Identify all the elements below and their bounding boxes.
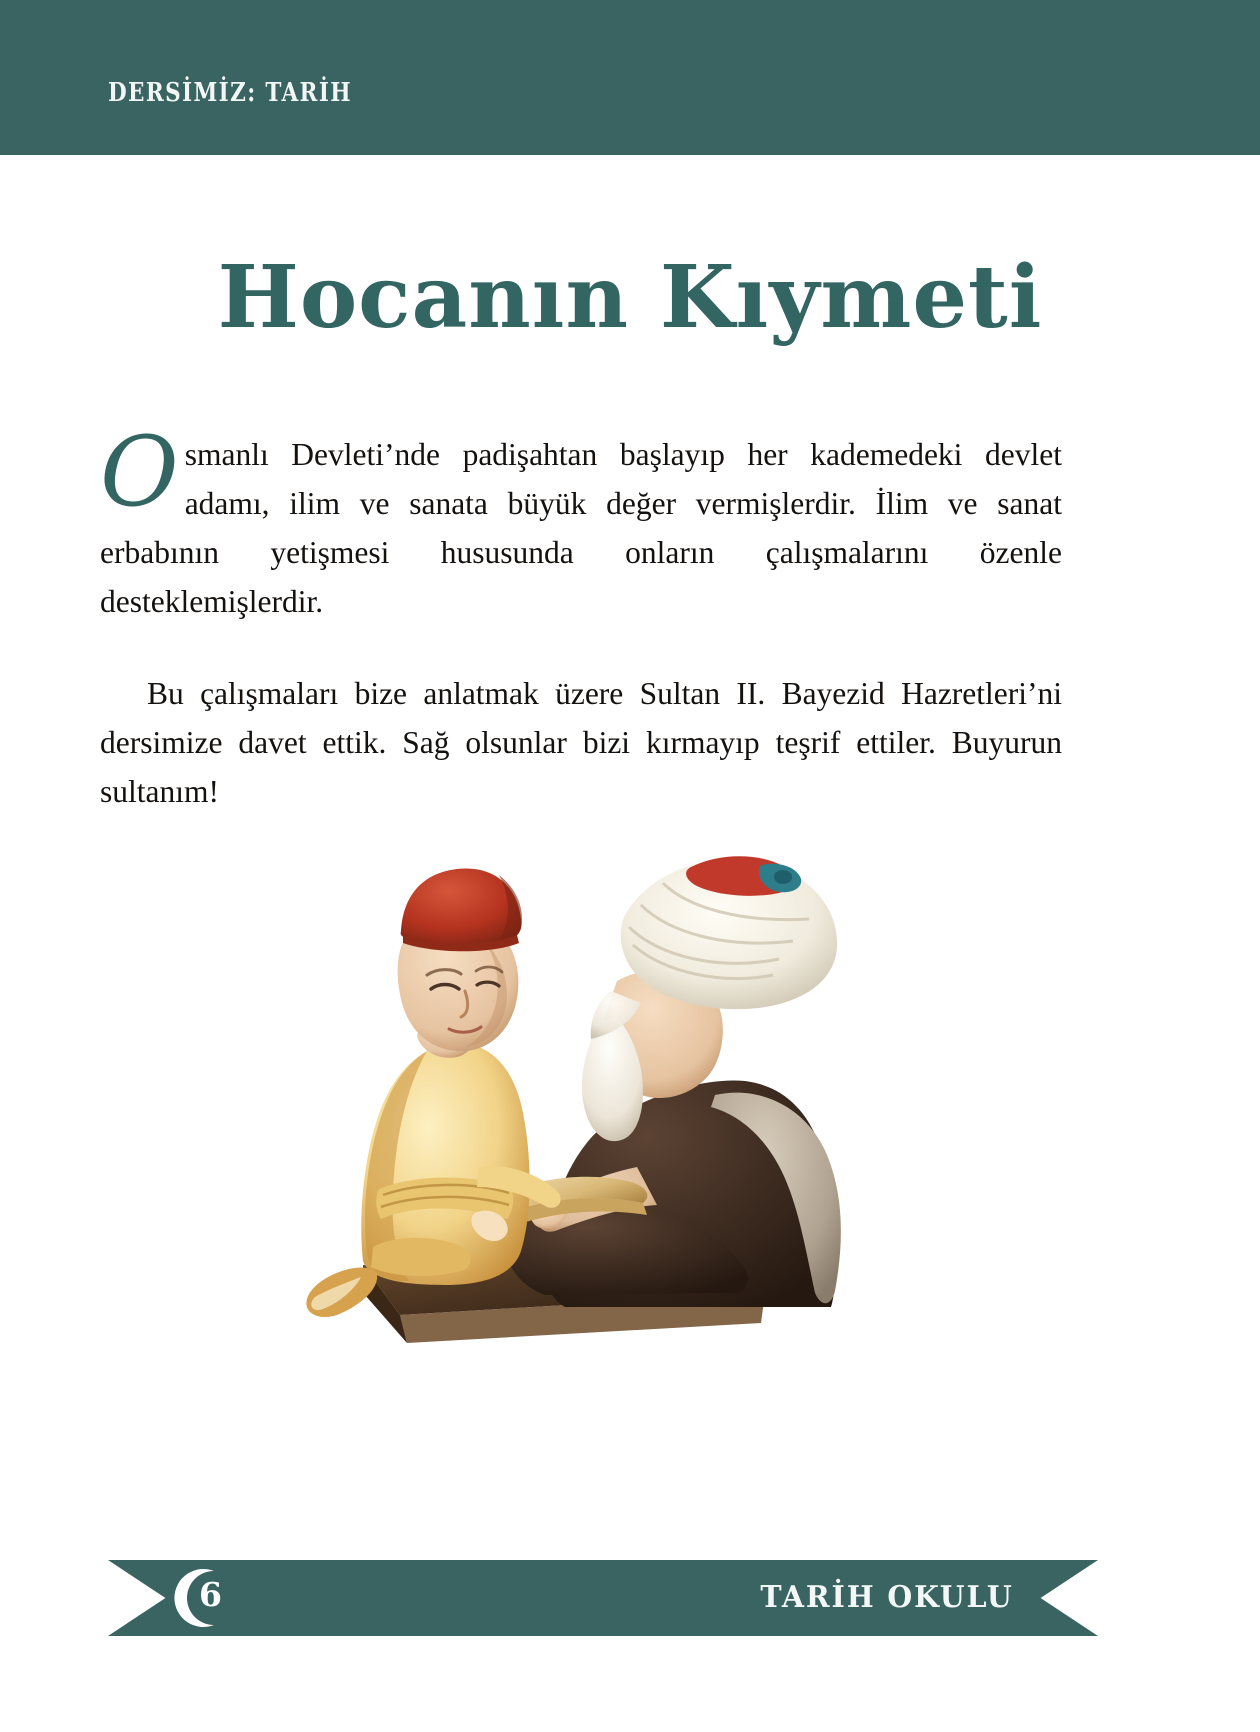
- paragraph-2: Bu çalışmaları bize anlatmak üzere Sultan II. Bayezid Hazretleri’ni dersimize davet ettik. Sağ olsunlar bizi kırmayıp teşrif ettiler. Buyurun sultanım!: [100, 676, 1062, 809]
- drop-cap-letter: O: [100, 416, 179, 528]
- lesson-illustration: [245, 795, 865, 1380]
- article-body: [100, 416, 1062, 816]
- teacher-figure: [504, 856, 840, 1307]
- illustration-artwork: [245, 795, 865, 1380]
- header-lesson-label: DERSİMİZ: TARİH: [108, 78, 352, 108]
- footer-brand-label: TARİH OKULU: [760, 1580, 1014, 1615]
- page-header-bar: [0, 0, 1260, 155]
- page-title: Hocanın Kıymeti: [217, 246, 1043, 348]
- paragraph-1: [100, 416, 1062, 626]
- footer-banner: [108, 1560, 1098, 1636]
- page-number: 6: [199, 1575, 222, 1614]
- paragraph-1-text: smanlı Devleti’nde padişahtan başlayıp her kademedeki devlet adamı, ilim ve sanata büyük değer vermişlerdir. İlim ve sanat erbabının yetişmesi hususunda onların çalışmalarını özenle desteklemişlerdir.: [100, 437, 1062, 619]
- page-number-group: [170, 1566, 240, 1630]
